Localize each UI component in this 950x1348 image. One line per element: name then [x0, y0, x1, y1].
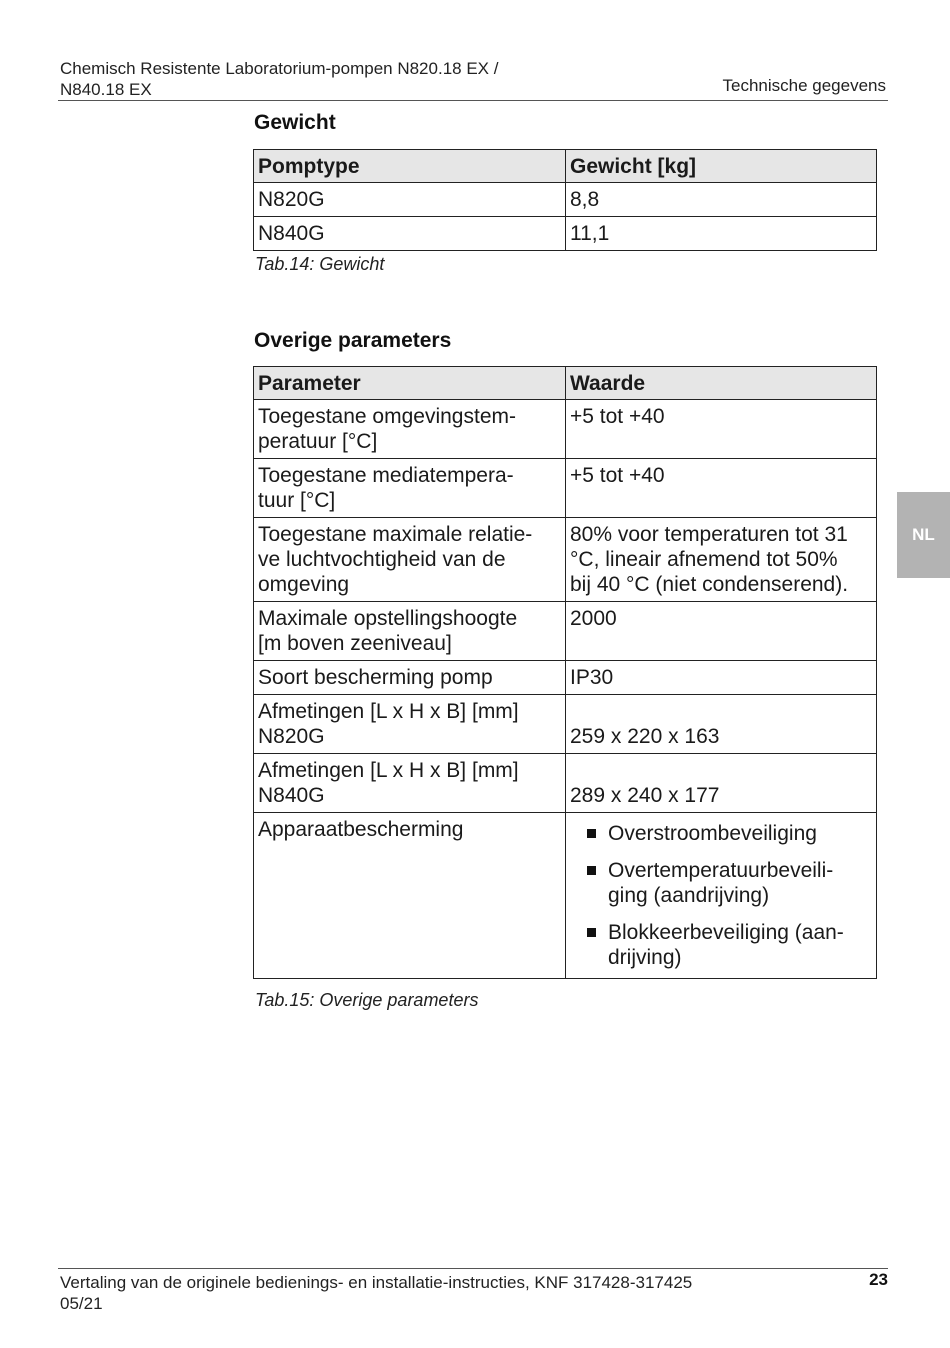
list-item: [570, 920, 872, 970]
document-title-line1: Chemisch Resistente Laboratorium-pompen N820.18 EX /: [60, 59, 499, 78]
table-row: [254, 754, 877, 813]
table-cell: +5 tot +40: [566, 400, 877, 459]
table-cell: 8,8: [566, 183, 877, 217]
table-row: [254, 459, 877, 518]
running-header: [60, 58, 620, 100]
column-header: Pomptype: [254, 150, 566, 183]
column-header: Gewicht [kg]: [566, 150, 877, 183]
table-cell: [566, 813, 877, 979]
table-row: [254, 813, 877, 979]
table-row: [254, 217, 877, 251]
table-cell: Maximale opstellingshoogte [m boven zeeniveau]: [254, 602, 566, 661]
table-cell: 289 x 240 x 177: [566, 754, 877, 813]
chapter-title: Technische gegevens: [722, 76, 886, 95]
table-cell: 2000: [566, 602, 877, 661]
params-heading: Overige parameters: [254, 329, 452, 352]
footer-text: [60, 1272, 760, 1314]
footer-line1: Vertaling van de originele bedienings- en installatie-instructies, KNF 317428-317425: [60, 1273, 693, 1292]
list-item-text: Overtemperatuurbeveili- ging (aandrijving): [608, 859, 834, 907]
list-item: [570, 858, 872, 908]
weight-heading: Gewicht: [254, 111, 336, 134]
column-header: Parameter: [254, 367, 566, 400]
table-cell: Toegestane mediatempera- tuur [°C]: [254, 459, 566, 518]
table-cell: Afmetingen [L x H x B] [mm] N840G: [254, 754, 566, 813]
table-row: [254, 183, 877, 217]
bullet-square-icon: [587, 928, 596, 937]
header-divider: [58, 100, 888, 101]
table-cell: N820G: [254, 183, 566, 217]
table-caption: Tab.15: Overige parameters: [255, 990, 479, 1010]
table-cell: Toegestane maximale relatie- ve luchtvochtigheid van de omgeving: [254, 518, 566, 602]
table-row: [254, 661, 877, 695]
table-row: [254, 400, 877, 459]
table-row: [254, 602, 877, 661]
table-caption: Tab.14: Gewicht: [255, 254, 385, 274]
column-header: Waarde: [566, 367, 877, 400]
table-cell: N840G: [254, 217, 566, 251]
bullet-square-icon: [587, 829, 596, 838]
table-cell: Toegestane omgevingstem- peratuur [°C]: [254, 400, 566, 459]
params-table: [253, 366, 877, 979]
list-item: [570, 821, 872, 846]
table-header-row: [254, 367, 877, 400]
table-cell: +5 tot +40: [566, 459, 877, 518]
table-cell: Afmetingen [L x H x B] [mm] N820G: [254, 695, 566, 754]
table-header-row: [254, 150, 877, 183]
table-cell: 259 x 220 x 163: [566, 695, 877, 754]
language-tab: NL: [897, 492, 950, 578]
table-cell: Apparaatbescherming: [254, 813, 566, 979]
table-cell: IP30: [566, 661, 877, 695]
footer-date: 05/21: [60, 1294, 103, 1313]
table-cell: 11,1: [566, 217, 877, 251]
weight-table: [253, 149, 877, 251]
list-item-text: Blokkeerbeveiliging (aan- drijving): [608, 921, 844, 969]
bullet-square-icon: [587, 866, 596, 875]
table-cell: 80% voor temperaturen tot 31 °C, lineair afnemend tot 50% bij 40 °C (niet condenserend).: [566, 518, 877, 602]
list-item-text: Overstroombeveiliging: [608, 822, 817, 845]
document-title-line2: N840.18 EX: [60, 80, 152, 99]
table-row: [254, 695, 877, 754]
page-number: 23: [869, 1270, 888, 1289]
table-row: [254, 518, 877, 602]
table-cell: Soort bescherming pomp: [254, 661, 566, 695]
protection-list: [570, 817, 872, 974]
footer-divider: [58, 1268, 888, 1269]
